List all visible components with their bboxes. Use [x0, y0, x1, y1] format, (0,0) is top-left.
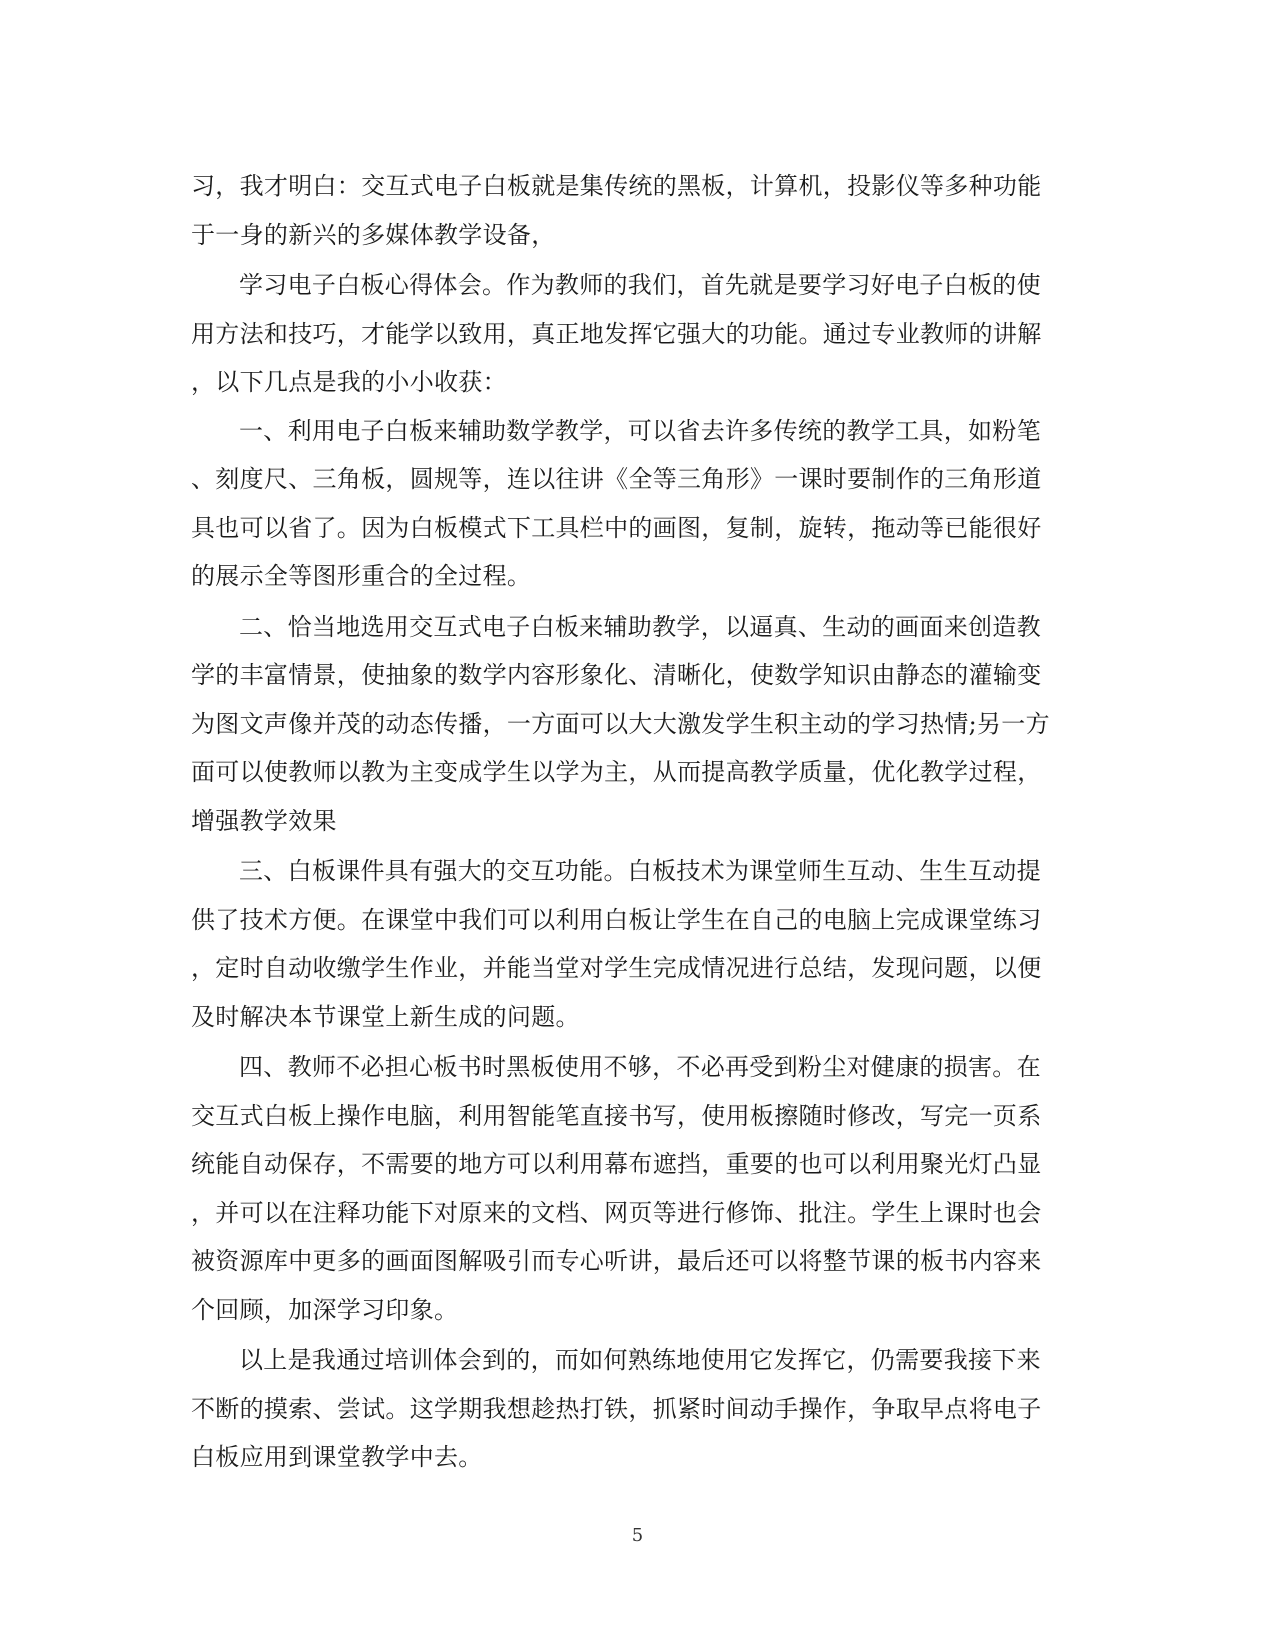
paragraph-start-line: 一、利用电子白板来辅助数学教学，可以省去许多传统的教学工具，如粉笔	[239, 416, 1041, 445]
body-line: 白板应用到课堂教学中去。	[191, 1443, 483, 1471]
body-line: 具也可以省了。因为白板模式下工具栏中的画图，复制，旋转，拖动等已能很好	[191, 513, 1042, 542]
body-line: 统能自动保存，不需要的地方可以利用幕布遮挡，重要的也可以利用聚光灯凸显	[191, 1150, 1042, 1178]
body-line: 被资源库中更多的画面图解吸引而专心听讲，最后还可以将整节课的板书内容来	[191, 1247, 1042, 1275]
body-line: 交互式白板上操作电脑，利用智能笔直接书写，使用板擦随时修改，写完一页系	[191, 1101, 1042, 1130]
paragraph-start-line: 以上是我通过培训体会到的，而如何熟练地使用它发挥它，仍需要我接下来	[239, 1346, 1041, 1374]
document-body	[191, 162, 1075, 1482]
body-line: 的展示全等图形重合的全过程。	[191, 562, 532, 590]
body-line: 增强教学效果	[191, 806, 337, 835]
paragraph-start-line: 三、白板课件具有强大的交互功能。白板技术为课堂师生互动、生生互动提	[239, 857, 1041, 885]
body-line: ，并可以在注释功能下对原来的文档、网页等进行修饰、批注。学生上课时也会	[191, 1198, 1042, 1227]
body-line: 面可以使教师以教为主变成学生以学为主，从而提高教学质量，优化教学过程，	[191, 758, 1042, 786]
body-line: 学的丰富情景，使抽象的数学内容形象化、清晰化，使数学知识由静态的灌输变	[191, 661, 1042, 689]
body-line: 为图文声像并茂的动态传播，一方面可以大大激发学生积主动的学习热情;另一方	[191, 709, 1050, 738]
body-line: 及时解决本节课堂上新生成的问题。	[191, 1002, 580, 1031]
paragraph-start-line: 二、恰当地选用交互式电子白板来辅助教学，以逼真、生动的画面来创造教	[239, 612, 1041, 641]
body-line: 习，我才明白：交互式电子白板就是集传统的黑板，计算机，投影仪等多种功能	[191, 172, 1042, 200]
body-line: 、刻度尺、三角板，圆规等，连以往讲《全等三角形》一课时要制作的三角形道	[191, 465, 1042, 493]
body-line: 用方法和技巧，才能学以致用，真正地发挥它强大的功能。通过专业教师的讲解	[191, 319, 1042, 348]
body-line: 不断的摸索、尝试。这学期我想趁热打铁，抓紧时间动手操作，争取早点将电子	[191, 1394, 1042, 1423]
paragraph-start-line: 四、教师不必担心板书时黑板使用不够，不必再受到粉尘对健康的损害。在	[239, 1053, 1041, 1081]
body-line: 于一身的新兴的多媒体教学设备，	[191, 220, 556, 249]
body-line: ，定时自动收缴学生作业，并能当堂对学生完成情况进行总结，发现问题，以便	[191, 954, 1042, 982]
paragraph-start-line: 学习电子白板心得体会。作为教师的我们，首先就是要学习好电子白板的使	[239, 271, 1041, 299]
body-line: ，以下几点是我的小小收获：	[191, 368, 507, 396]
page-number: 5	[631, 1525, 644, 1546]
body-line: 供了技术方便。在课堂中我们可以利用白板让学生在自己的电脑上完成课堂练习	[191, 905, 1042, 934]
body-line: 个回顾，加深学习印象。	[191, 1295, 459, 1324]
